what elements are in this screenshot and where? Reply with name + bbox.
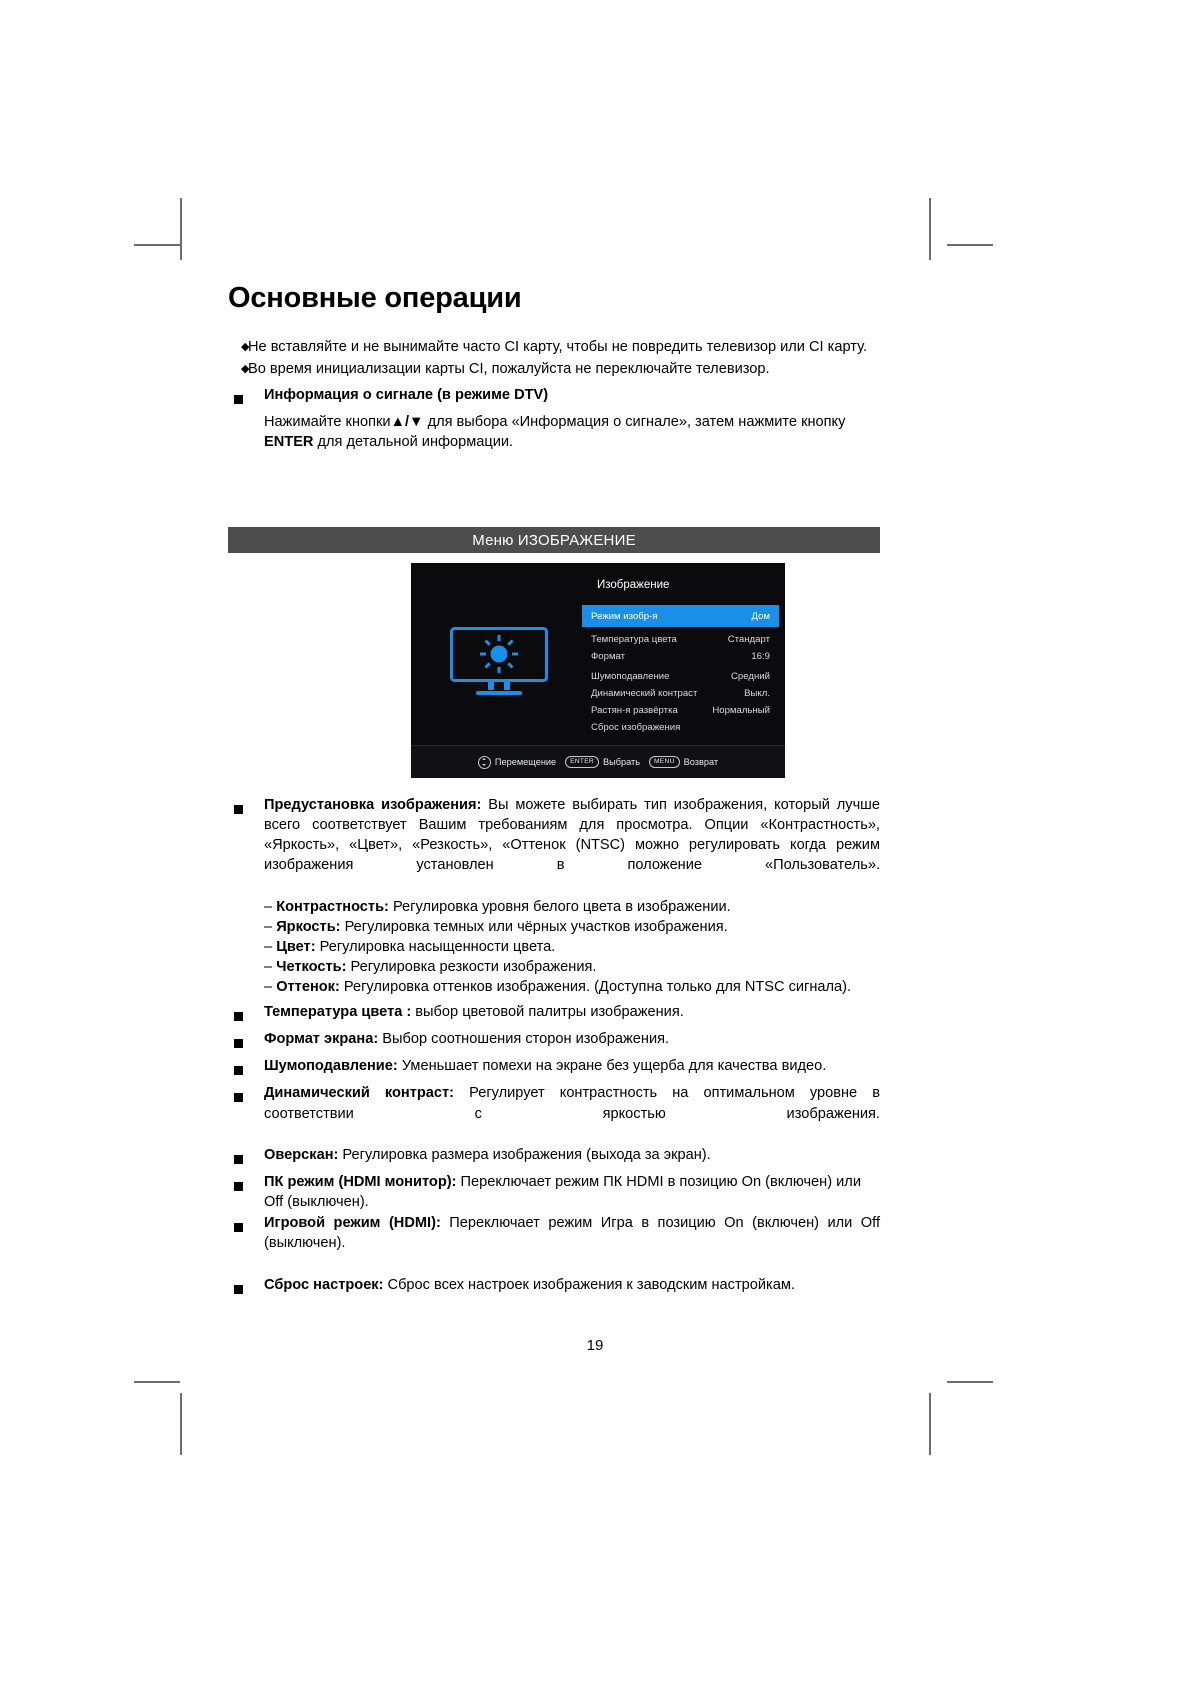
note-item	[228, 359, 880, 379]
signal-info-heading: Информация о сигнале (в режиме DTV)	[264, 387, 549, 404]
signal-info-body-post: для детальной информации.	[313, 434, 514, 451]
osd-item-value: Стандарт	[727, 634, 770, 645]
description-term: Предустановка изображения:	[264, 797, 482, 813]
description-term: ПК режим (HDMI монитор):	[264, 1173, 457, 1190]
osd-footer-menu-label: Возврат	[683, 757, 719, 767]
description-body	[264, 1056, 880, 1076]
description-item-dynamic-contrast	[228, 1083, 880, 1143]
description-body	[264, 1002, 880, 1022]
description-body	[264, 1145, 880, 1165]
description-text: Переключает режим Игра в позицию On (включен) или Off (выключен).	[264, 1215, 880, 1252]
signal-info-body-pre: Нажимайте кнопки	[264, 414, 391, 431]
description-sub-term: Цвет:	[276, 938, 316, 955]
description-text: выбор цветовой палитры изображения.	[411, 1004, 684, 1021]
osd-item-overscan[interactable]	[582, 702, 779, 719]
description-text: Переключает режим ПК HDMI в позицию On (включен) или Off (выключен).	[264, 1173, 861, 1211]
osd-footer-navigate	[478, 756, 556, 769]
square-bullet-icon	[228, 1145, 264, 1171]
osd-item-picture-reset[interactable]	[582, 719, 779, 736]
osd-item-value: Выкл.	[744, 688, 770, 699]
osd-footer-enter-label: Выбрать	[603, 757, 641, 767]
description-sub-item	[264, 917, 880, 937]
crop-mark-top-left	[180, 198, 182, 260]
description-body	[264, 1029, 880, 1049]
dash-marker: –	[264, 979, 273, 996]
description-body	[264, 1275, 880, 1295]
description-term: Формат экрана:	[264, 1031, 379, 1048]
description-item-screen-format	[228, 1029, 880, 1055]
osd-item-format[interactable]	[582, 648, 779, 665]
osd-item-color-temperature[interactable]	[582, 631, 779, 648]
description-item-game-mode	[228, 1213, 880, 1273]
description-term: Оверскан:	[264, 1146, 339, 1163]
description-body	[264, 1083, 880, 1143]
description-body	[264, 1172, 880, 1212]
description-body	[264, 795, 880, 896]
description-sub-term: Яркость:	[276, 918, 341, 935]
osd-item-value: Дом	[751, 610, 770, 622]
description-sub-text: Регулировка насыщенности цвета.	[315, 938, 556, 955]
updown-nav-icon	[478, 756, 491, 769]
note-item	[228, 337, 880, 357]
description-text: Вы можете выбирать тип изображения, который лучше всего соответствует Вашим требованиям для просмотра. Опции «Контрастность», «Яркость», «Цвет», «Резкость», «Оттенок (NTSC) можно регулировать когда режим изображения установлен в положение «Пользователь».	[264, 797, 880, 874]
crop-mark-bottom-right	[929, 1393, 931, 1455]
osd-footer-back	[649, 756, 718, 768]
description-term: Динамический контраст:	[264, 1085, 455, 1102]
description-sub-term: Контрастность:	[276, 898, 389, 915]
description-text: Регулировка размера изображения (выхода за экран).	[338, 1146, 711, 1163]
square-bullet-icon	[228, 1083, 264, 1109]
note-text: Не вставляйте и не вынимайте часто CI карту, чтобы не повредить телевизор или CI карту.	[248, 339, 868, 355]
description-sub-term: Четкость:	[276, 959, 347, 975]
enter-key-icon: ENTER	[565, 756, 599, 768]
description-sub-item	[264, 937, 880, 957]
description-list	[228, 795, 880, 1302]
osd-item-label: Динамический контраст	[591, 688, 698, 699]
square-bullet-icon	[228, 1172, 264, 1198]
description-item-overscan	[228, 1145, 880, 1171]
osd-item-label: Шумоподавление	[591, 671, 670, 682]
dash-marker: –	[264, 898, 273, 915]
crop-mark-bottom-left-h	[134, 1381, 180, 1383]
section-banner	[228, 527, 880, 553]
description-item-noise-reduction	[228, 1056, 880, 1082]
description-sub-text: Регулировка оттенков изображения. (Доступна только для NTSC сигнала).	[339, 979, 852, 996]
arrow-keys-icon: ▲/▼	[390, 414, 424, 431]
crop-mark-top-right-h	[947, 244, 993, 246]
osd-item-value: 16:9	[751, 651, 770, 662]
page-number: 19	[586, 1337, 604, 1354]
osd-item-label: Сброс изображения	[591, 722, 681, 733]
osd-item-label: Формат	[591, 651, 626, 662]
description-term: Игровой режим (HDMI):	[264, 1215, 441, 1232]
description-sub-item	[264, 957, 880, 977]
osd-item-label: Растян-я развёртка	[591, 705, 678, 716]
square-bullet-icon	[228, 1002, 264, 1028]
enter-key-label: ENTER	[264, 434, 314, 451]
dash-marker: –	[264, 959, 273, 975]
description-body	[264, 1213, 880, 1273]
osd-footer	[411, 745, 785, 778]
osd-item-label: Режим изобр-я	[591, 610, 658, 622]
signal-info-heading-row	[228, 385, 880, 411]
square-bullet-icon	[228, 795, 264, 821]
osd-footer-select	[565, 756, 640, 768]
description-term: Сброс настроек:	[264, 1276, 384, 1293]
description-term: Шумоподавление:	[264, 1058, 398, 1075]
osd-item-picture-mode[interactable]	[582, 605, 779, 627]
description-text: Уменьшает помехи на экране без ущерба для качества видео.	[397, 1058, 827, 1075]
description-sub-text: Регулировка темных или чёрных участков изображения.	[340, 918, 728, 935]
square-bullet-icon	[228, 385, 264, 411]
page-title: Основные операции	[228, 282, 522, 314]
description-term: Температура цвета :	[264, 1004, 412, 1021]
osd-item-value: Средний	[730, 671, 770, 682]
osd-item-dynamic-contrast[interactable]	[582, 685, 779, 702]
osd-menu-list	[582, 605, 779, 736]
diamond-bullet-icon: ◆	[241, 363, 250, 376]
picture-tv-icon	[450, 627, 548, 697]
osd-body	[411, 563, 785, 746]
page-content	[228, 282, 880, 453]
description-item-pc-mode	[228, 1172, 880, 1212]
description-text: Выбор соотношения сторон изображения.	[378, 1031, 670, 1048]
crop-mark-top-right	[929, 198, 931, 260]
osd-item-noise-reduction[interactable]	[582, 668, 779, 685]
dash-marker: –	[264, 938, 273, 955]
note-text: Во время инициализации карты CI, пожалуйста не переключайте телевизор.	[248, 361, 770, 378]
description-text: Сброс всех настроек изображения к заводским настройкам.	[383, 1276, 795, 1293]
crop-mark-bottom-left	[180, 1393, 182, 1455]
square-bullet-icon	[228, 1056, 264, 1082]
description-sub-term: Оттенок:	[276, 979, 340, 996]
diamond-bullet-icon: ◆	[241, 341, 250, 353]
osd-item-value: Нормальный	[712, 705, 770, 716]
square-bullet-icon	[228, 1213, 264, 1239]
description-text: Регулирует контрастность на оптимальном уровне в соответствии с яркостью изображения.	[264, 1085, 880, 1122]
crop-mark-bottom-right-h	[947, 1381, 993, 1383]
osd-screenshot	[411, 563, 785, 778]
description-sub-text: Регулировка уровня белого цвета в изображении.	[388, 898, 731, 915]
signal-info-body-mid: для выбора «Информация о сигнале», затем нажмите кнопку	[423, 414, 846, 431]
description-item-reset	[228, 1275, 880, 1301]
section-banner-label: Меню ИЗОБРАЖЕНИЕ	[472, 531, 636, 549]
crop-mark-top-left-h	[134, 244, 180, 246]
signal-info-body	[264, 412, 880, 452]
dash-marker: –	[264, 918, 273, 935]
square-bullet-icon	[228, 1029, 264, 1055]
description-sub-item	[264, 977, 880, 997]
description-item-preset	[228, 795, 880, 896]
description-item-color-temperature	[228, 1002, 880, 1028]
description-sub-text: Регулировка резкости изображения.	[346, 959, 597, 975]
square-bullet-icon	[228, 1275, 264, 1301]
menu-key-icon: MENU	[649, 756, 680, 768]
osd-footer-nav-label: Перемещение	[494, 757, 557, 767]
osd-item-label: Температура цвета	[591, 634, 677, 645]
description-sub-item	[264, 897, 880, 917]
osd-title: Изображение	[597, 579, 670, 591]
